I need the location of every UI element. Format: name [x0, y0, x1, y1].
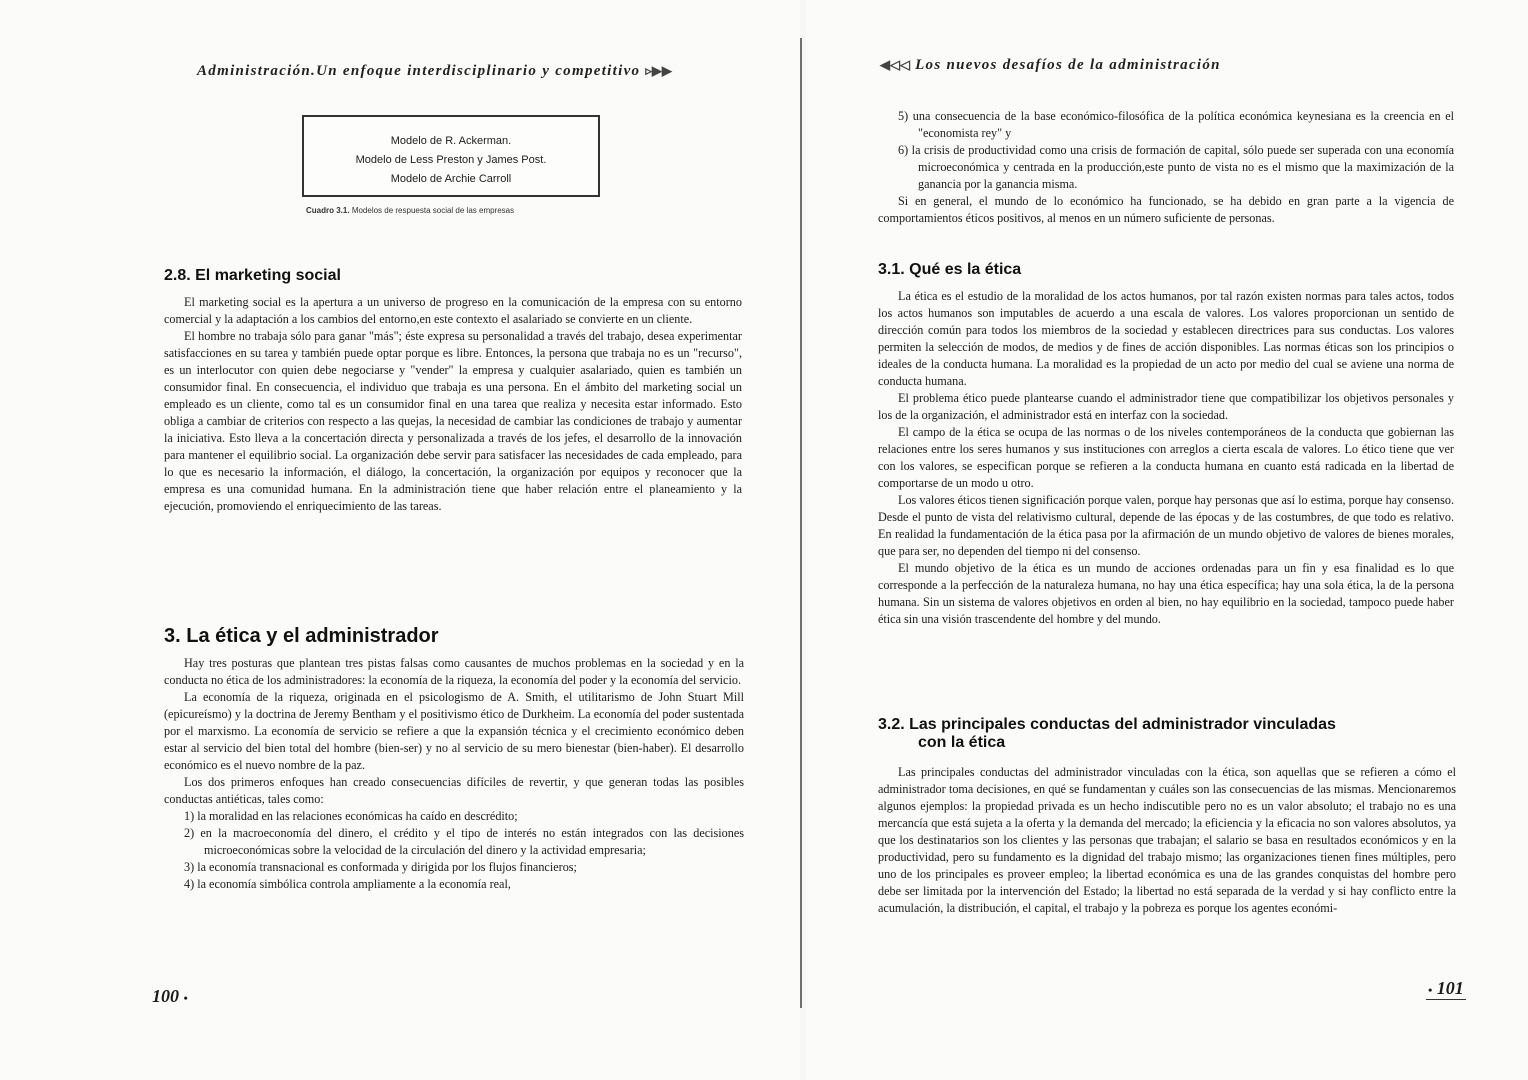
- left-page-number: [152, 986, 188, 1007]
- right-top-body: [878, 108, 1454, 227]
- table-line: Modelo de R. Ackerman.: [390, 135, 512, 147]
- table-line: Modelo de Archie Carroll: [390, 173, 512, 185]
- list-item: 2) en la macroeconomía del dinero, el crédito y el tipo de interés no están integrados con las decisiones microeconómicas sobre la velocidad de la circulación del dinero y la actividad empresaria;: [184, 826, 744, 857]
- caption-label: Cuadro 3.1.: [306, 206, 350, 215]
- table-caption: [306, 206, 514, 215]
- back-arrows-icon: ◀◁◁: [880, 57, 910, 72]
- gutter-divider: [800, 38, 802, 1008]
- section-32-title: [878, 716, 1336, 752]
- right-running-head: [880, 57, 1221, 74]
- forward-arrows-icon: ▹▶▶: [645, 63, 672, 78]
- caption-text: Modelos de respuesta social de las empresas: [351, 206, 515, 215]
- paragraph: El campo de la ética se ocupa de las normas o de los niveles contemporáneos de la conducta que gobiernan las relaciones entre los seres humanos y sus instituciones con arreglos a cierta escala de valores. Lo ético tiene que ver con los valores, se especifican porque se refieren a la conducta humana en cuanto está radicada en la libertad de comportarse de un modo u otro.: [878, 425, 1454, 490]
- chapter-3-body: [164, 655, 744, 893]
- list-item: 6) la crisis de productividad como una crisis de formación de capital, sólo puede ser superada con una economía microeconómica y centrada en la producción,este punto de vista no es el mismo que la maximización de la ganancia por la ganancia misma.: [898, 143, 1454, 191]
- bullet-icon: •: [1428, 983, 1433, 997]
- paragraph: El marketing social es la apertura a un universo de progreso en la comunicación de la empresa con su entorno comercial y la adaptación a los cambios del entorno,en este contexto el asalariado se convierte en un cliente.: [164, 295, 742, 326]
- section-32-title-line2: con la ética: [918, 734, 1006, 751]
- left-running-head: [197, 63, 672, 80]
- paragraph: El problema ético puede plantearse cuando el administrador tiene que compatibilizar los objetivos personales y los de la organización, el administrador está en interfaz con la sociedad.: [878, 391, 1454, 422]
- paragraph: Si en general, el mundo de lo económico ha funcionado, se ha debido en gran parte a la vigencia de comportamientos éticos positivos, al menos en un número suficiente de personas.: [878, 194, 1454, 225]
- models-table: [302, 115, 600, 197]
- section-28-title: 2.8. El marketing social: [164, 267, 341, 284]
- right-page-number: [1426, 978, 1466, 1000]
- right-page: [806, 0, 1528, 1080]
- paragraph: Las principales conductas del administrador vinculadas con la ética, son aquellas que se refieren a cómo el administrador toma decisiones, en qué se fundamentan y cuáles son las consecuencias de las mismas. Mencionaremos algunos ejemplos: la propiedad privada es un hecho indiscutible pero no es un valor absoluto; el trabajo no es una mercancía que está sujeta a la oferta y la demanda del mercado; la eficiencia y la eficacia no son valores absolutos, ya que los destinatarios son los clientes y las personas que trabajan; el salario se basa en resultados económicos y en la productividad, pero su fundamento es la dignidad del trabajo mismo; las organizaciones tienen fines múltiples, pero uno de los principales es proveer empleo; la libertad económica es una de las grandes conquistas del hombre pero debe ser limitada por la intervención del Estado; la libertad no está separada de la verdad y si hay conflicto entre la acumulación, la distribución, el capital, el trabajo y la pobreza es porque los agentes económi-: [878, 765, 1456, 915]
- section-31-body: [878, 288, 1454, 628]
- paragraph: El hombre no trabaja sólo para ganar "más"; éste expresa su personalidad a través del trabajo, desea experimentar satisfacciones en su tarea y también puede optar porque es libre. Entonces, la persona que trabaja no es un "recurso", es un interlocutor con quien debe negociarse y "vender" la empresa y cualquier asalariado, quien es también un consumidor final. En consecuencia, el individuo que trabaja es una persona. En el ámbito del marketing social un empleado es un cliente, como tal es un consumidor final en una tarea que realiza y necesita estar informado. Esto obliga a cambiar de criterios con respecto a las quejas, la necesidad de cambiar las condiciones de trabajo y aumentar la iniciativa. Esto lleva a la concertación directa y personalizada a través de los jefes, el desarrollo de la innovación para mantener el equilibrio social. La organización debe servir para satisfacer las necesidades de cada empleado, para lo que es necesario la información, el diálogo, la concertación, la organización por equipos y reconocer que la empresa es una comunidad humana. En la administración tiene que haber relación entre el planeamiento y la ejecución, promoviendo el enriquecimiento de las tareas.: [164, 329, 742, 513]
- section-28-body: [164, 294, 742, 515]
- section-32-title-line1: 3.2. Las principales conductas del administrador vinculadas: [878, 716, 1336, 733]
- left-running-head-text: Administración.Un enfoque interdisciplinario y competitivo: [197, 63, 641, 79]
- section-32-body: [878, 764, 1456, 917]
- consequences-list: [164, 808, 744, 893]
- consequences-list-continued: [878, 108, 1454, 193]
- left-page-number-text: 100: [152, 986, 179, 1006]
- right-running-head-text: Los nuevos desafíos de la administración: [915, 57, 1221, 73]
- right-page-number-text: 101: [1436, 978, 1464, 998]
- bullet-icon: •: [183, 991, 188, 1005]
- list-item: 5) una consecuencia de la base económico-filosófica de la política económica keynesiana es la creencia en el "economista rey" y: [898, 109, 1454, 140]
- list-item: 3) la economía transnacional es conformada y dirigida por los flujos financieros;: [184, 860, 577, 874]
- list-item: 1) la moralidad en las relaciones económicas ha caído en descrédito;: [184, 809, 518, 823]
- paragraph: Hay tres posturas que plantean tres pistas falsas como causantes de muchos problemas en la sociedad y en la conducta no ética de los administradores: la economía de la riqueza, la economía del poder y la economía del servicio.: [164, 656, 744, 687]
- paragraph: La economía de la riqueza, originada en el psicologismo de A. Smith, el utilitarismo de John Stuart Mill (epicureísmo) y la doctrina de Jeremy Bentham y el positivismo ético de Durkheim. La economía del poder sustentada por el marxismo. La economía de servicio se refiere a que la expansión técnica y el crecimiento económico deben estar al servicio del bien total del hombre (bien-ser) y no al servicio de su mero bienestar (bien-haber). El desarrollo económico es el nuevo nombre de la paz.: [164, 690, 744, 772]
- paragraph: El mundo objetivo de la ética es un mundo de acciones ordenadas para un fin y esa finalidad es lo que corresponde a la perfección de la naturaleza humana, no hay una ética específica; hay una sola ética, la de la persona humana. Sin un sistema de valores objetivos en orden al bien, no hay equilibrio en la sociedad, tampoco puede haber ética sin una visión trascendente del hombre y del mundo.: [878, 561, 1454, 626]
- list-item: 4) la economía simbólica controla ampliamente a la economía real,: [184, 877, 511, 891]
- section-31-title: 3.1. Qué es la ética: [878, 261, 1022, 278]
- paragraph: Los dos primeros enfoques han creado consecuencias difíciles de revertir, y que generan todas las posibles conductas antiéticas, tales como:: [164, 775, 744, 806]
- chapter-3-title: 3. La ética y el administrador: [164, 625, 439, 647]
- paragraph: La ética es el estudio de la moralidad de los actos humanos, por tal razón existen normas para tales actos, todos los actos humanos son imputables de acuerdo a una escala de valores. Los valores proporcionan un sentido de dirección común para todos los miembros de la sociedad y establecen directrices para sus conductas. Los valores permiten la selección de modos, de medios y de fines de acción disponibles. Las normas éticas son los principios o ideales de la conducta humana. La moralidad es la propiedad de un acto por medio del cual se aviene una norma de conducta humana.: [878, 289, 1454, 388]
- table-line: Modelo de Less Preston y James Post.: [355, 154, 547, 166]
- paragraph: Los valores éticos tienen significación porque valen, porque hay personas que así lo estima, porque hay consenso. Desde el punto de vista del relativismo cultural, depende de las épocas y de las costumbres, de que todo es relativo. En realidad la fundamentación de la ética pasa por la afirmación de un mundo objetivo de valores de bienes morales, que para ser, no dependen del tiempo ni del consenso.: [878, 493, 1454, 558]
